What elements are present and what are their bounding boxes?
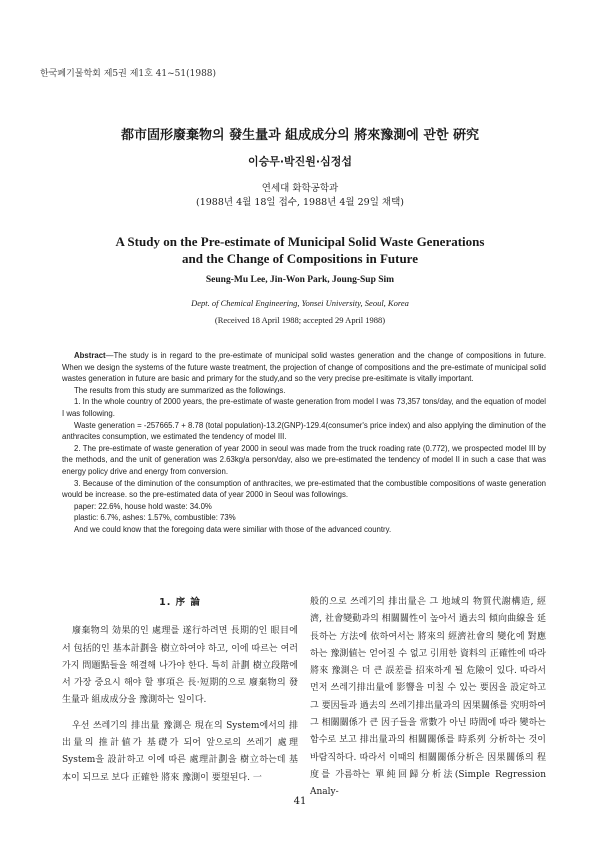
abstract-p8: plastic: 6.7%, ashes: 1.57%, combustible: 73%	[74, 513, 236, 523]
body-right-p1: 般的으로 쓰레기의 排出量은 그 地域의 物質代謝構造, 經濟, 社會變動과의 相關關性이 높아서 過去의 傾向曲線을 延長하는 方法에 依하여서는 將來의 經濟社會의 變化에 對應하는 豫測値는 얻어질 수 없고 引用한 資料의 正確性에 따라 將來 豫測은 더 큰 誤差를 招來하게 될 危險이 있다. 따라서 먼저 쓰레기排出量에 影響을 미칠 수 있는 要因을 設定하고 그 要因들과 過去의 쓰레기排出量과의 因果關係를 究明하여 그 相關關係가 큰 因子들을 常數가 아닌 時間에 따라 變하는 함수로 보고 排出量과의 相關關係를 時系列 分析하는 것이 바람직하다. 따라서 이때의 相關關係分析은 因果關係의 程度를 가름하는 單純回歸分析法(Simple Regression Analy-	[310, 597, 546, 798]
english-title-line1: A Study on the Pre-estimate of Municipal Solid Waste Generations	[115, 234, 485, 249]
abstract-p7: paper: 22.6%, house hold waste: 34.0%	[74, 501, 212, 511]
abstract	[62, 350, 546, 536]
korean-title: 都市固形廢棄物의 發生量과 組成成分의 將來豫測에 관한 硏究	[121, 128, 479, 143]
abstract-intro	[62, 350, 546, 385]
abstract-label: Abstract	[74, 351, 106, 360]
abstract-p3: 1. In the whole country of 2000 years, the pre-estimate of waste generation from model I was 73,357 tons/day, and the equation of model I was following.	[62, 397, 546, 418]
english-title	[0, 233, 600, 267]
korean-dates: (1988년 4월 18일 접수, 1988년 4월 29일 채택)	[196, 197, 404, 208]
page-number: 41	[293, 796, 307, 807]
abstract-p6: 3. Because of the diminution of the consumption of anthracites, we pre-estimated that the combustible compositions of waste generation would be increase. so the pre-estimated data of year 2000 in Seoul was followings.	[62, 478, 546, 500]
abstract-p5: 2. The pre-estimate of waste generation of year 2000 in seoul was made from the truck roading rate (0.772), we prospected model III by the methods, and the unit of generation was 2.63kg/a person/day, also we pre-estimated the tendency of model II in such a case that was energy policy drive and energy from conversion.	[62, 443, 546, 476]
korean-affiliation: 연세대 화학공학과	[261, 183, 339, 194]
english-authors: Seung-Mu Lee, Jin-Won Park, Joung-Sup Sim	[205, 275, 395, 285]
abstract-p2: The results from this study are summarized as the followings.	[74, 385, 286, 395]
journal-header: 한국폐기물학회 제5권 제1호 41~51(1988)	[40, 69, 217, 79]
abstract-p4: Waste generation = -257665.7 + 8.78 (total population)-13.2(GNP)-129.4(consumer's price index) and also applying the diminution of the anthracites consumption, we estimated the tendency of model III.	[62, 420, 546, 442]
body-left-p2: 우선 쓰레기의 排出量 豫測은 現在의 System에서의 排出量의 推計値가 基礎가 되어 앞으로의 쓰레기 處理 System을 設計하고 이에 따른 處理計劃을 樹立하는데 基本이 되므로 보다 正確한 將來 豫測이 要望된다. 一	[62, 720, 298, 783]
korean-authors: 이승무·박진원·심정섭	[248, 155, 352, 168]
body-left-p1: 廢棄物의 効果的인 處理를 遂行하려면 長期的인 眼目에서 包括的인 基本計劃을 樹立하여야 하고, 이에 따르는 여러가지 問題點들을 해결해 나가야 한다. 특히 計劃 樹立段階에서 가장 중요시 해야 할 事項은 長·短期的으로 廢棄物의 發生量과 組成成分을 豫測하는 일이다.	[62, 626, 298, 706]
body-left-column	[62, 594, 298, 787]
section-heading: 1. 序 論	[159, 597, 201, 608]
english-department: Dept. of Chemical Engineering, Yonsei University, Seoul, Korea	[191, 298, 409, 308]
english-received: (Received 18 April 1988; accepted 29 April 1988)	[214, 315, 386, 325]
english-title-line2: and the Change of Compositions in Future	[182, 251, 418, 266]
body-right-column	[310, 594, 546, 802]
abstract-p9: And we could know that the foregoing data were similiar with those of the advanced country.	[74, 524, 392, 534]
abstract-p1: —The study is in regard to the pre-estimate of municipal solid wastes generation and the change of compositions in future. When we design the systems of the future waste treatment, the projection of change of compositions and the pre-estimate of municipal solid wastes generation in future are basic and primary for the study,and so the very precise pre-esitimate is vitally important.	[62, 351, 546, 384]
